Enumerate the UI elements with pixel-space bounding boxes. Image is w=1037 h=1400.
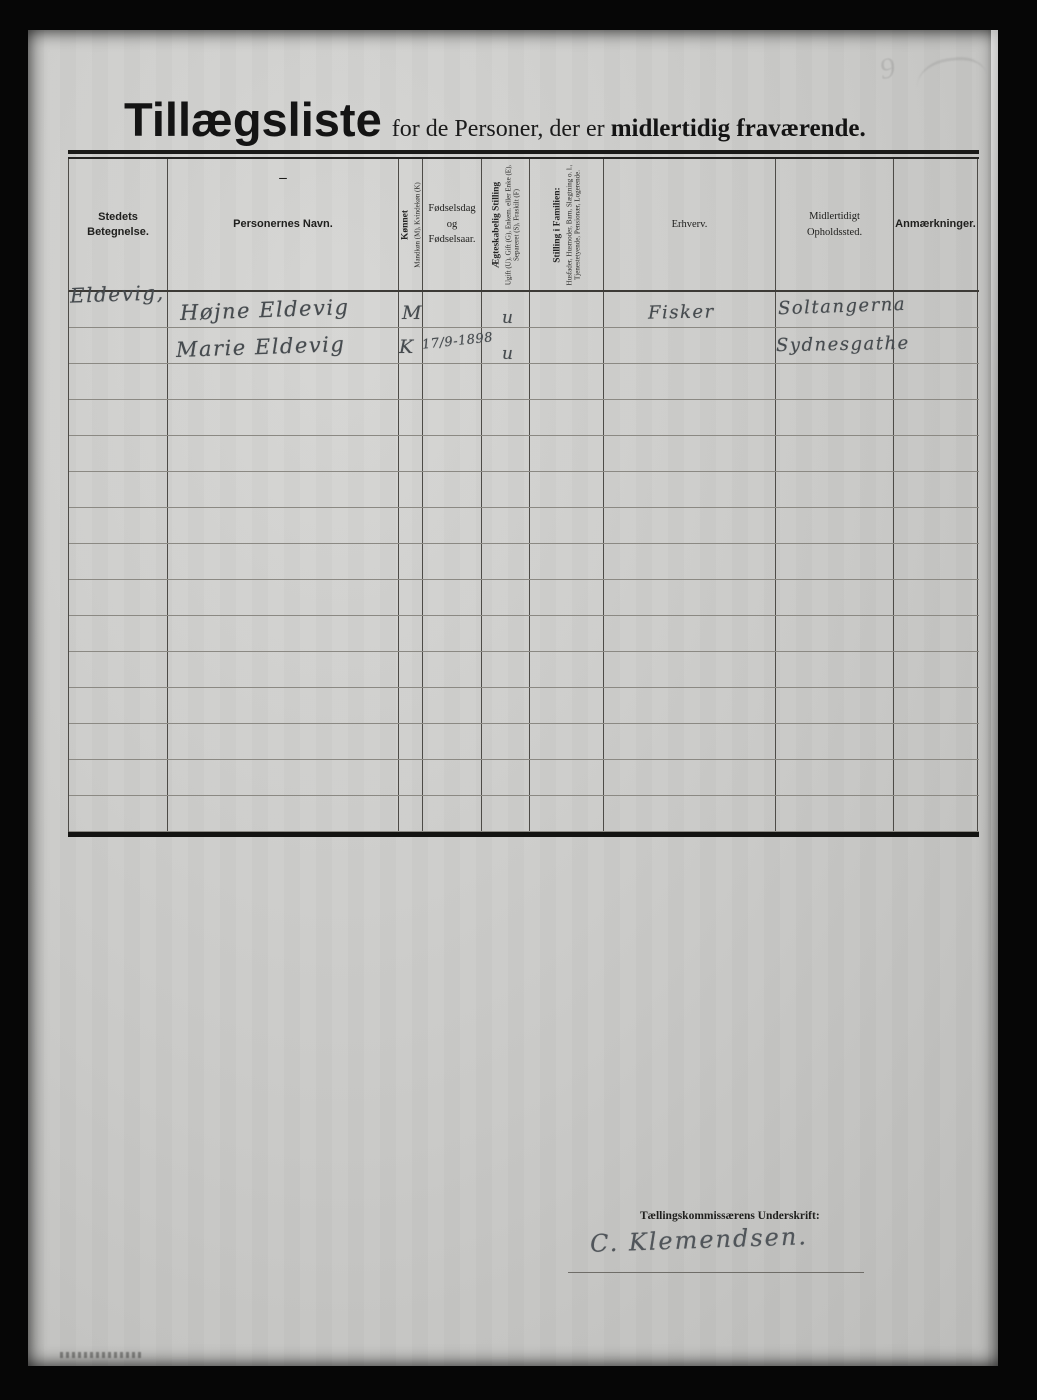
table-cell [423, 544, 482, 579]
commissioner-signature: C. Klemendsen. [589, 1222, 809, 1258]
table-cell [168, 508, 399, 543]
header-label: Erhverv. [671, 218, 708, 230]
table-cell [894, 688, 978, 723]
table-row [69, 544, 979, 580]
table-cell [69, 688, 168, 723]
table-bottom-rule [68, 832, 979, 837]
table-cell [399, 616, 423, 651]
table-cell [604, 616, 776, 651]
header-anmaerkninger [894, 159, 978, 290]
table-cell [604, 544, 776, 579]
table-cell [604, 796, 776, 831]
signature-label: Tællingskommissærens Underskrift: [640, 1210, 820, 1222]
table-row [69, 652, 979, 688]
table-cell [168, 472, 399, 507]
table-cell [482, 652, 530, 687]
table-cell [168, 580, 399, 615]
header-erhverv [604, 159, 776, 290]
table-cell [69, 328, 168, 363]
table-cell [69, 472, 168, 507]
table-cell [894, 436, 978, 471]
table-cell [604, 508, 776, 543]
table-cell [168, 796, 399, 831]
header-sublabel: Ugift (U), Gift (G), Enkem. eller Enke (E), Separeret (S), Fraskilt (F) [503, 164, 520, 285]
form-title [124, 92, 964, 147]
table-cell [168, 724, 399, 759]
faint-pencil-mark: 9 [877, 50, 898, 87]
table-cell [482, 400, 530, 435]
table-cell [69, 616, 168, 651]
table-cell [423, 652, 482, 687]
table-row [69, 760, 979, 796]
table-cell [399, 760, 423, 795]
header-label: Midlertidigt Opholdssted. [806, 210, 863, 238]
table-cell [168, 652, 399, 687]
table-cell [168, 616, 399, 651]
header-midlertidigt-opholdssted [776, 159, 894, 290]
table-cell [894, 580, 978, 615]
table-cell [604, 724, 776, 759]
table-cell [423, 292, 482, 327]
table-cell [69, 400, 168, 435]
form-title-bold: midlertidig fraværende. [610, 115, 866, 142]
table-cell [894, 400, 978, 435]
table-cell [604, 436, 776, 471]
table-cell [168, 436, 399, 471]
header-label: Anmærkninger. [895, 218, 976, 231]
table-cell [69, 364, 168, 399]
table-cell [423, 796, 482, 831]
header-sublabel: Mandkøn (M), Kvindekøn (K) [412, 181, 421, 268]
table-cell [69, 580, 168, 615]
table-cell [482, 724, 530, 759]
entry-2-name: Marie Eldevig [175, 332, 346, 362]
table-cell [776, 688, 894, 723]
table-cell [69, 436, 168, 471]
form-title-regular: for de Personer, der er [391, 116, 605, 142]
table-cell [776, 436, 894, 471]
header-label: Stilling i Familien: [552, 186, 563, 263]
table-cell [604, 400, 776, 435]
table-cell [776, 652, 894, 687]
table-cell [168, 364, 399, 399]
table-row [69, 472, 979, 508]
table-row [69, 508, 979, 544]
table-cell [399, 724, 423, 759]
entry-2-sex: K [399, 336, 415, 358]
table-row [69, 616, 979, 652]
table-cell [399, 796, 423, 831]
table-cell [530, 508, 604, 543]
table-row [69, 580, 979, 616]
table-cell [894, 616, 978, 651]
table-cell [482, 688, 530, 723]
header-label: Fødselsdag og Fødselsaar. [428, 202, 476, 246]
title-double-rule [68, 150, 979, 159]
entry-1-name: Højne Eldevig [179, 295, 350, 325]
pen-dash-mark: – [279, 170, 287, 186]
census-form-paper [28, 30, 998, 1366]
table-cell [604, 688, 776, 723]
table-cell [776, 544, 894, 579]
table-cell [530, 436, 604, 471]
header-label: Personernes Navn. [233, 218, 333, 231]
table-cell [168, 544, 399, 579]
table-cell [69, 652, 168, 687]
paper-edge-highlight [991, 30, 998, 1366]
table-row [69, 796, 979, 832]
table-cell [69, 796, 168, 831]
entry-2-temporary-residence: Sydnesgathe [775, 332, 910, 357]
table-cell [482, 580, 530, 615]
table-cell [894, 544, 978, 579]
table-cell [776, 472, 894, 507]
table-cell [604, 580, 776, 615]
header-sublabel: Husfader, Husmoder, Barn, Slægtning o. l., Tjenestetyende, Pensionær, Logerende. [564, 164, 581, 285]
vertical-header-text [552, 162, 581, 288]
table-cell [423, 436, 482, 471]
table-cell [776, 508, 894, 543]
table-cell [894, 760, 978, 795]
table-cell [168, 760, 399, 795]
header-personernes-navn [168, 159, 399, 290]
signature-line [568, 1272, 864, 1273]
table-cell [482, 436, 530, 471]
table-cell [482, 760, 530, 795]
header-kjonnet [399, 159, 423, 290]
table-cell [399, 508, 423, 543]
header-fodselsdag [423, 159, 482, 290]
printer-imprint [60, 1352, 142, 1358]
table-cell [530, 796, 604, 831]
table-cell [530, 652, 604, 687]
table-cell [894, 508, 978, 543]
header-label: Stedets Betegnelse. [87, 210, 149, 238]
table-cell [69, 724, 168, 759]
table-cell [530, 724, 604, 759]
table-cell [894, 472, 978, 507]
table-cell [776, 400, 894, 435]
table-cell [399, 688, 423, 723]
table-cell [776, 364, 894, 399]
table-cell [604, 760, 776, 795]
table-cell [776, 580, 894, 615]
table-cell [776, 724, 894, 759]
table-cell [530, 292, 604, 327]
vertical-header-text [400, 162, 421, 288]
entry-1-sex: M [402, 302, 423, 324]
table-cell [604, 328, 776, 363]
table-cell [894, 724, 978, 759]
table-cell [399, 364, 423, 399]
table-cell [482, 616, 530, 651]
table-row [69, 688, 979, 724]
table-cell [168, 400, 399, 435]
table-cell [530, 580, 604, 615]
table-cell [399, 472, 423, 507]
table-cell [530, 760, 604, 795]
table-cell [894, 652, 978, 687]
table-cell [423, 688, 482, 723]
entry-1-temporary-residence: Soltangerna [777, 293, 907, 320]
table-row [69, 724, 979, 760]
table-cell [482, 544, 530, 579]
form-title-main: Tillægsliste [124, 93, 382, 146]
table-cell [530, 472, 604, 507]
table-cell [530, 688, 604, 723]
header-aegteskabelig-stilling [482, 159, 530, 290]
entry-1-marital-status: u [502, 308, 515, 328]
table-row [69, 436, 979, 472]
table-cell [482, 472, 530, 507]
table-cell [530, 544, 604, 579]
faint-pencil-squiggle [915, 54, 988, 90]
table-cell [69, 760, 168, 795]
table-header-row [68, 159, 979, 292]
table-cell [604, 652, 776, 687]
header-label: Ægteskabelig Stilling [491, 181, 502, 268]
header-stilling-i-familien [530, 159, 604, 290]
table-cell [530, 400, 604, 435]
table-cell [423, 580, 482, 615]
table-cell [423, 472, 482, 507]
table-cell [399, 436, 423, 471]
table-row [69, 364, 979, 400]
table-cell [399, 580, 423, 615]
table-cell [423, 616, 482, 651]
census-table [68, 150, 979, 837]
header-stedets-betegnelse [69, 159, 168, 290]
table-cell [399, 652, 423, 687]
table-cell [776, 760, 894, 795]
table-cell [69, 508, 168, 543]
table-cell [399, 544, 423, 579]
table-cell [423, 364, 482, 399]
entry-1-occupation: Fisker [647, 301, 715, 324]
entry-place-name: Eldevig, [69, 280, 165, 308]
table-cell [894, 364, 978, 399]
table-cell [69, 544, 168, 579]
table-cell [894, 292, 978, 327]
vertical-header-text [491, 162, 520, 288]
table-cell [423, 724, 482, 759]
table-cell [482, 364, 530, 399]
table-cell [482, 508, 530, 543]
table-cell [399, 400, 423, 435]
header-label: Kønnet [400, 209, 411, 240]
table-row [69, 400, 979, 436]
table-cell [776, 796, 894, 831]
table-cell [168, 688, 399, 723]
entry-2-marital-status: u [502, 344, 515, 364]
table-cell [482, 796, 530, 831]
table-body [68, 292, 979, 832]
table-cell [604, 472, 776, 507]
table-cell [423, 400, 482, 435]
table-cell [776, 616, 894, 651]
table-cell [423, 760, 482, 795]
table-cell [423, 508, 482, 543]
table-cell [604, 364, 776, 399]
table-cell [530, 364, 604, 399]
table-cell [894, 796, 978, 831]
entry-2-birthdate: 17/9-1898 [421, 330, 494, 353]
table-cell [530, 616, 604, 651]
table-cell [530, 328, 604, 363]
